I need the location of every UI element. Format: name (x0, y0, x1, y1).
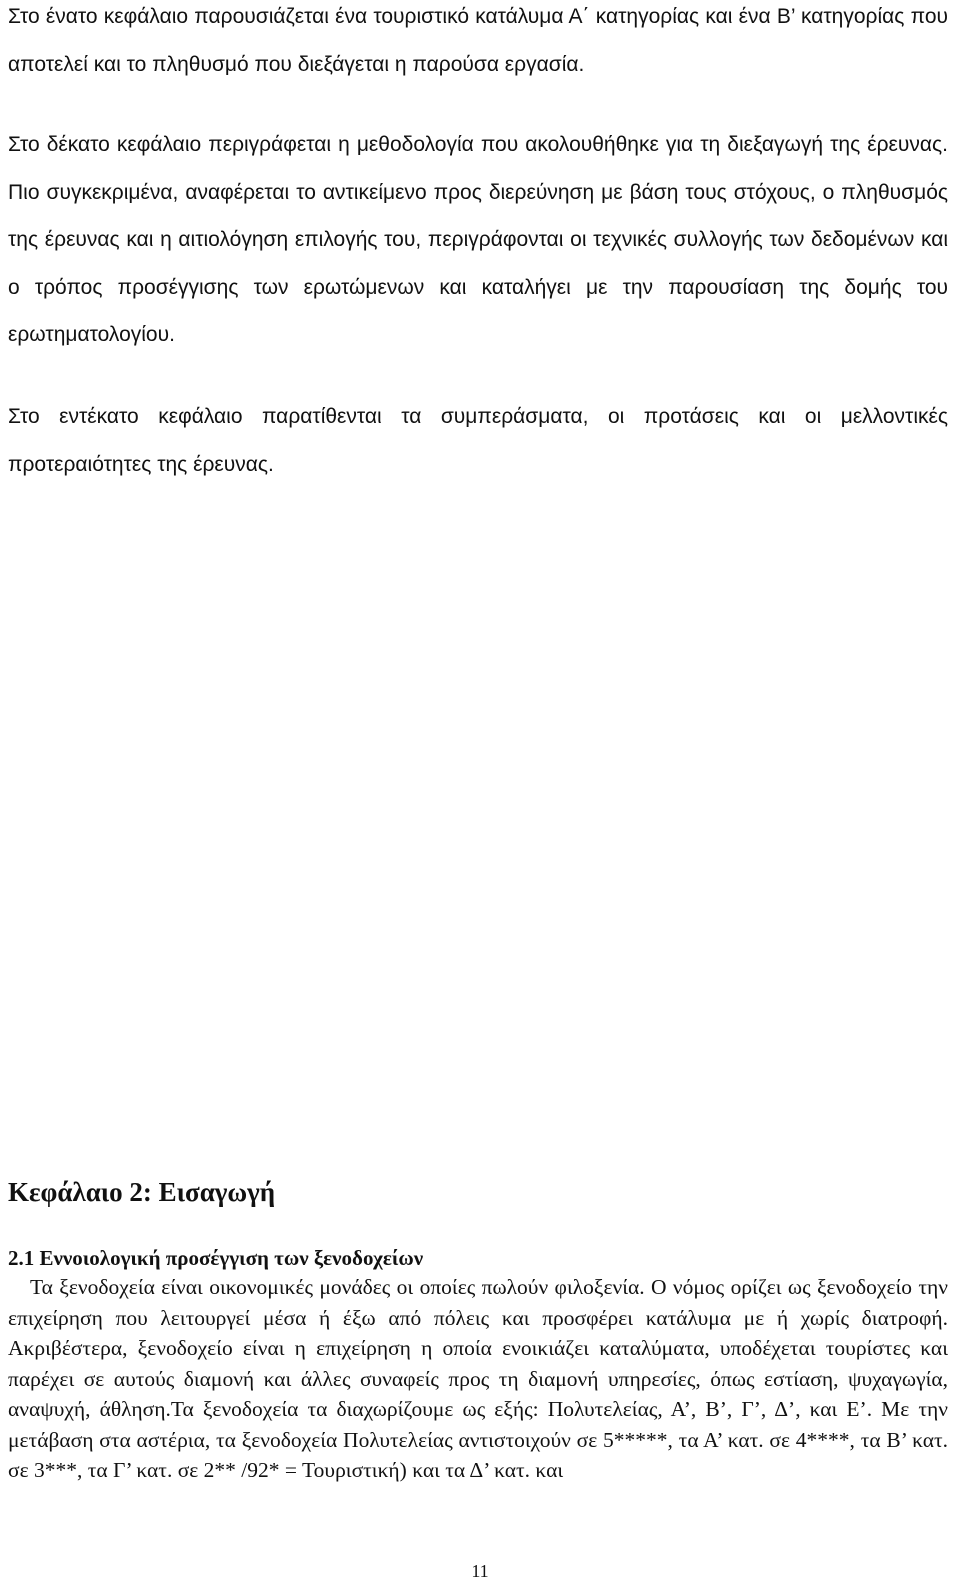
paragraph-chapter-ten: Στο δέκατο κεφάλαιο περιγράφεται η μεθοδολογία που ακολουθήθηκε για τη διεξαγωγή της έρευνας. Πιο συγκεκριμένα, αναφέρεται το αντικείμενο προς διερεύνηση με βάση τους στόχους, ο πληθυσμός της έρευνας και η αιτιολόγηση επιλογής του, περιγράφονται οι τεχνικές συλλογής των δεδομένων και ο τρόπος προσέγγισης των ερωτώμενων και καταλήγει με την παρουσίαση της δομής του ερωτηματολογίου. (8, 133, 948, 346)
section-heading: 2.1 Εννοιολογική προσέγγιση των ξενοδοχείων (8, 1246, 424, 1270)
paragraph-chapter-nine: Στο ένατο κεφάλαιο παρουσιάζεται ένα τουριστικό κατάλυμα Α΄ κατηγορίας και ένα Β’ κατηγορίας που αποτελεί και το πληθυσμό που διεξάγεται η παρούσα εργασία. (8, 5, 948, 76)
page-number: 11 (471, 1561, 489, 1581)
paragraph-chapter-eleven: Στο εντέκατο κεφάλαιο παρατίθενται τα συμπεράσματα, οι προτάσεις και οι μελλοντικές προτεραιότητες της έρευνας. (8, 405, 948, 476)
section-paragraph: Τα ξενοδοχεία είναι οικονομικές μονάδες οι οποίες πωλούν φιλοξενία. Ο νόμος ορίζει ως ξενοδοχείο την επιχείρηση που λειτουργεί μέσα ή έξω από πόλεις και προσφέρει κατάλυμα με ή χωρίς διατροφή. Ακριβέστερα, ξενοδοχείο είναι η επιχείρηση η οποία ενοικιάζει καταλύματα, υποδέχεται τουρίστες και παρέχει σε αυτούς διαμονή και άλλες συναφείς προς τη διαμονή υπηρεσίες, όπως εστίαση, ψυχαγωγία, αναψυχή, άθληση.Τα ξενοδοχεία τα διαχωρίζουμε ως εξής: Πολυτελείας, Α’, Β’, Γ’, Δ’, και Ε’. Με την μετάβαση στα αστέρια, τα ξενοδοχεία Πολυτελείας αντιστοιχούν σε 5*****, τα Α’ κατ. σε 4****, τα Β’ κατ. σε 3***, τα Γ’ κατ. σε 2** /92* = Τουριστική) και τα Δ’ κατ. και (8, 1275, 948, 1482)
chapter-heading: Κεφάλαιο 2: Εισαγωγή (8, 1177, 276, 1207)
